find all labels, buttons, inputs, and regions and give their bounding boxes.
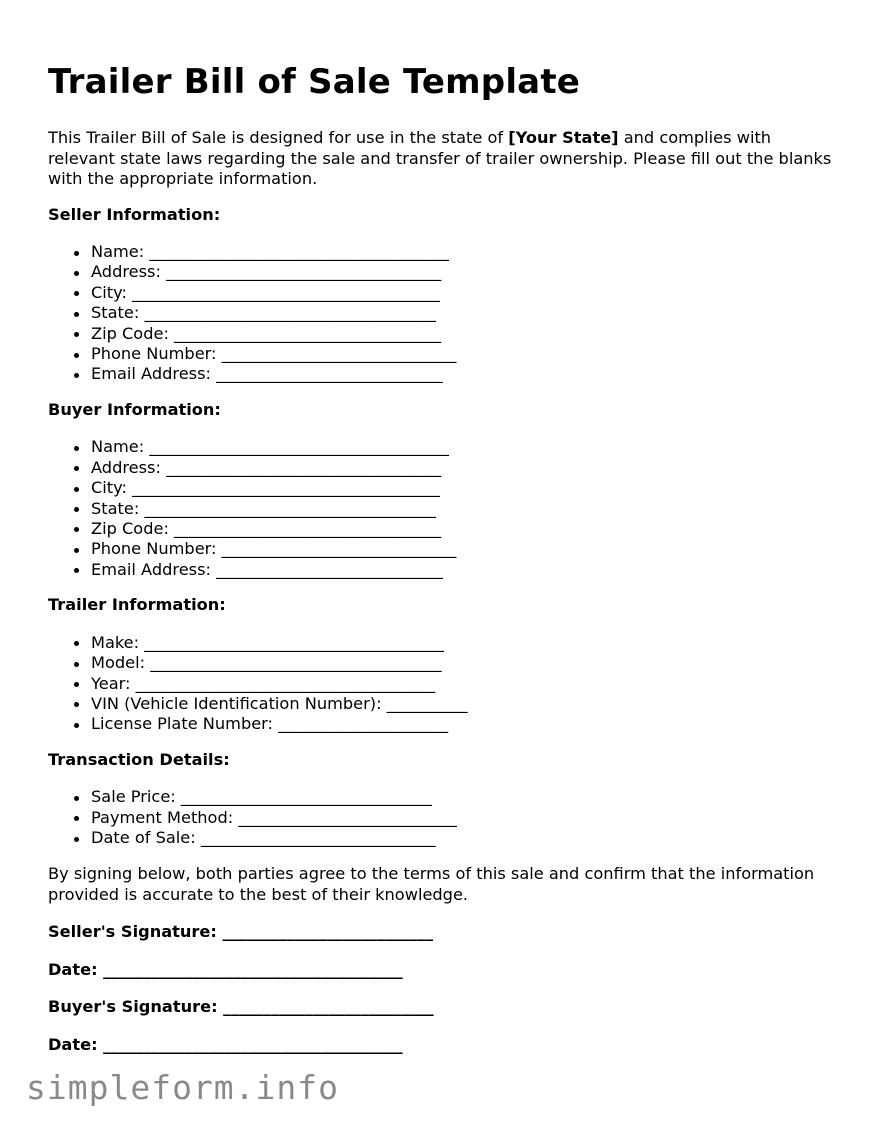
- sale-price-field[interactable]: Sale Price: _______________________________: [91, 787, 838, 807]
- buyer-city-field[interactable]: City: ______________________________________: [91, 478, 838, 498]
- seller-field-list: [48, 242, 838, 385]
- trailer-vin-field[interactable]: VIN (Vehicle Identification Number): __________: [91, 694, 838, 714]
- trailer-make-field[interactable]: Make: _____________________________________: [91, 633, 838, 653]
- seller-address-field[interactable]: Address: __________________________________: [91, 262, 838, 282]
- transaction-section-heading: Transaction Details:: [48, 749, 230, 769]
- buyer-section-heading: Buyer Information:: [48, 399, 221, 419]
- date-of-sale-field[interactable]: Date of Sale: _____________________________: [91, 828, 838, 848]
- seller-name-field[interactable]: Name: _____________________________________: [91, 242, 838, 262]
- buyer-date-field[interactable]: Date: _____________________________________: [48, 1034, 403, 1054]
- trailer-model-field[interactable]: Model: ____________________________________: [91, 653, 838, 673]
- page-title: Trailer Bill of Sale Template: [48, 62, 581, 102]
- intro-text-before: This Trailer Bill of Sale is designed for use in the state of: [48, 128, 509, 147]
- buyer-zip-field[interactable]: Zip Code: _________________________________: [91, 519, 838, 539]
- payment-method-field[interactable]: Payment Method: ___________________________: [91, 808, 838, 828]
- buyer-email-field[interactable]: Email Address: ____________________________: [91, 560, 838, 580]
- intro-paragraph: [48, 128, 838, 190]
- document-page: [48, 58, 838, 1055]
- watermark: simpleform.info: [26, 1068, 340, 1107]
- seller-city-field[interactable]: City: ______________________________________: [91, 283, 838, 303]
- agreement-statement: By signing below, both parties agree to the terms of this sale and confirm that the information provided is accurate to the best of their knowledge.: [48, 864, 815, 904]
- buyer-field-list: [48, 437, 838, 580]
- buyer-name-field[interactable]: Name: _____________________________________: [91, 437, 838, 457]
- trailer-year-field[interactable]: Year: _____________________________________: [91, 674, 838, 694]
- buyer-state-field[interactable]: State: ____________________________________: [91, 499, 838, 519]
- buyer-address-field[interactable]: Address: __________________________________: [91, 458, 838, 478]
- intro-text-after: and complies with relevant state laws regarding the sale and transfer of trailer ownership. Please fill out the blanks with the appropriate information.: [48, 128, 832, 188]
- buyer-phone-field[interactable]: Phone Number: _____________________________: [91, 539, 838, 559]
- transaction-field-list: [48, 787, 838, 848]
- seller-phone-field[interactable]: Phone Number: _____________________________: [91, 344, 838, 364]
- trailer-section-heading: Trailer Information:: [48, 595, 226, 615]
- trailer-field-list: [48, 633, 838, 735]
- seller-email-field[interactable]: Email Address: ____________________________: [91, 364, 838, 384]
- trailer-plate-field[interactable]: License Plate Number: _____________________: [91, 714, 838, 734]
- seller-section-heading: Seller Information:: [48, 204, 221, 224]
- seller-signature-field[interactable]: Seller's Signature: __________________________: [48, 922, 433, 942]
- state-placeholder: [Your State]: [508, 128, 619, 147]
- buyer-signature-field[interactable]: Buyer's Signature: __________________________: [48, 997, 434, 1017]
- seller-zip-field[interactable]: Zip Code: _________________________________: [91, 324, 838, 344]
- seller-state-field[interactable]: State: ____________________________________: [91, 303, 838, 323]
- seller-date-field[interactable]: Date: _____________________________________: [48, 959, 403, 979]
